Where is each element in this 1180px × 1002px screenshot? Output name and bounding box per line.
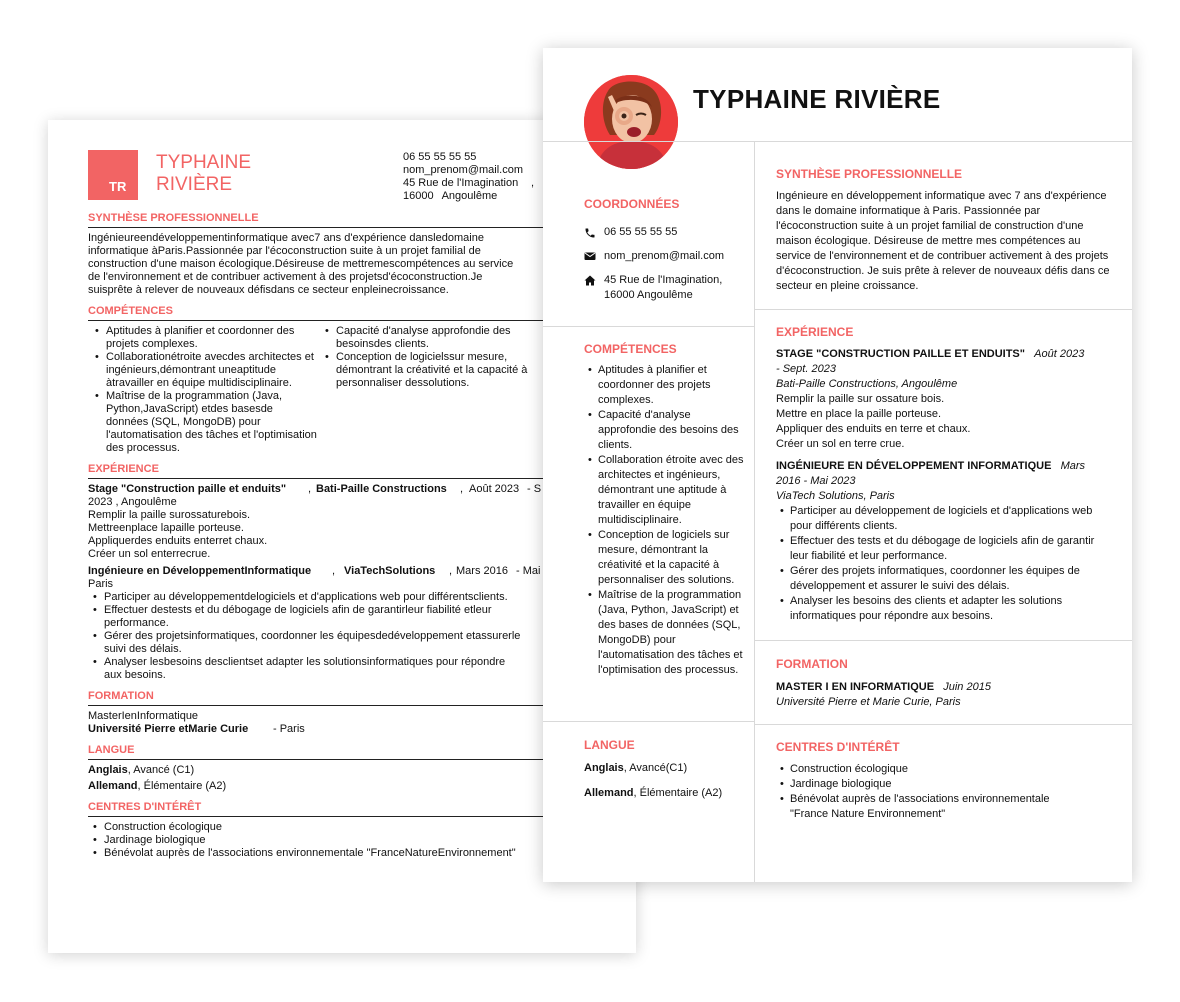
list-item: • Capacité d'analyse approfondie des besoinsdes clients. [336, 325, 538, 351]
candidate-name: TYPHAINE RIVIÈRE [693, 84, 941, 114]
email-text: nom_prenom@mail.com [604, 250, 724, 262]
column-divider [754, 141, 755, 882]
phone-text: 06 55 55 55 55 [403, 151, 477, 163]
email-text: nom_prenom@mail.com [403, 164, 523, 176]
phone-icon [584, 227, 596, 239]
list-item: • Bénévolat auprès de l'associations environnementale "France Nature Environnement" [790, 792, 1086, 822]
list-item: • Construction écologique [104, 821, 523, 834]
divider [543, 326, 754, 327]
job-task-list [776, 504, 1111, 624]
profile-photo [584, 75, 678, 169]
education-heading: FORMATION [88, 690, 543, 706]
phone-text: 06 55 55 55 55 [604, 226, 678, 238]
language-item: Anglais, Avancé(C1) [584, 762, 688, 774]
resume-modern-page [543, 48, 1132, 882]
list-item: • Maîtrise de la programmation (Java, Python, JavaScript) et des bases de données (SQL, MongoDB) pour l'automatisation des tâches et l'optimisation des processus. [598, 588, 749, 678]
list-item: • Bénévolat auprès de l'associations environnementale "FranceNatureEnvironnement" [104, 847, 523, 860]
skills-list-right [318, 325, 538, 455]
list-item: • Jardinage biologique [104, 834, 523, 847]
degree-text: MasterIenInformatique [88, 710, 199, 722]
city-text: 16000 Angoulême [403, 190, 498, 202]
list-item: • Participer au développement de logiciels et d'applications web pour différents clients. [790, 504, 1111, 534]
task-line: Appliquer des enduits en terre et chaux. [776, 423, 971, 435]
job-location: Paris [88, 578, 114, 590]
task-line: Mettreenplace lapaille porteuse. [88, 522, 244, 534]
initials-badge: TR [88, 150, 138, 200]
email-icon [584, 251, 596, 261]
divider [754, 640, 1132, 641]
education-heading: FORMATION [776, 657, 848, 671]
interests-section [776, 740, 1111, 822]
skills-list [584, 363, 749, 678]
school-line: Université Pierre etMarie Curie - Paris [88, 723, 305, 735]
experience-heading: EXPÉRIENCE [88, 463, 543, 479]
resume-body [88, 212, 608, 860]
job-tasks [776, 392, 1111, 452]
list-item: • Participer au développementdelogiciels et d'applications web pour différentsclients. [104, 591, 523, 604]
interests-heading: CENTRES D'INTÉRÊT [776, 740, 900, 754]
contact-heading: COORDONNÉES [584, 197, 680, 211]
address-text: 45 Rue de l'Imagination [403, 177, 519, 189]
skills-heading: COMPÉTENCES [584, 342, 677, 356]
list-item: • Effectuer des tests et du débogage de logiciels afin de garantir leur fiabilité et leur performance. [790, 534, 1111, 564]
list-item: • Gérer des projets informatiques, coordonner les équipes de développement et assurer le suivi des délais. [790, 564, 1111, 594]
list-item: • Collaboration étroite avec des architectes et ingénieurs, démontrant une aptitude à travailler en équipe multidisciplinaire. [598, 453, 749, 528]
list-item: • Analyser les besoins des clients et adapter les solutions informatiques pour répondre aux besoins. [790, 594, 1111, 624]
list-item: • Analyser lesbesoins desclientset adapter les solutionsinformatiques pour répondre aux besoins. [104, 656, 523, 682]
candidate-name: TYPHAINE RIVIÈRE [156, 152, 252, 195]
list-item: • Gérer des projetsinformatiques, coordonner les équipesdedéveloppement etassurerle suivi des délais. [104, 630, 523, 656]
job-header: STAGE "CONSTRUCTION PAILLE ET ENDUITS" Août 2023 - Sept. 2023 [776, 348, 1085, 375]
list-item: • Construction écologique [790, 762, 1086, 777]
job-company: Bati-Paille Constructions, Angoulême [776, 378, 958, 390]
skills-section [584, 342, 754, 678]
experience-section [776, 325, 1111, 624]
divider [754, 309, 1132, 310]
list-item: • Jardinage biologique [790, 777, 1086, 792]
job-header: Ingénieure en DéveloppementInformatique , ViaTechSolutions , Mars 2016 - Mai [88, 565, 541, 577]
list-item: • Capacité d'analyse approfondie des besoins des clients. [598, 408, 749, 453]
divider [754, 724, 1132, 725]
phone-row [584, 225, 754, 240]
experience-heading: EXPÉRIENCE [776, 325, 854, 339]
address-row [584, 273, 754, 303]
education-section [776, 657, 1111, 710]
list-item: • Aptitudes à planifier et coordonner des projets complexes. [106, 325, 318, 351]
skills-list-left [88, 325, 318, 455]
task-line: Remplir la paille sur ossature bois. [776, 393, 945, 405]
list-item: • Aptitudes à planifier et coordonner des projets complexes. [598, 363, 749, 408]
task-line: Créer un sol enterrecrue. [88, 548, 211, 560]
summary-heading: SYNTHÈSE PROFESSIONNELLE [88, 212, 543, 228]
language-item: Allemand, Élémentaire (A2) [88, 780, 227, 792]
language-item: Anglais, Avancé (C1) [88, 764, 195, 776]
summary-text: Ingénieure en développement informatique avec 7 ans d'expérience dans le domaine informatique à Paris. Passionnée par l'écoconstruction suite à un projet familial de construction d'une maison écologique. Désireuse de mettre mes compétences au service de l'environnement et de contribuer activement à des projets d'écoconstruction. Je suis prête à relever de nouveaux défis dans ce secteur en pleine croissance. [776, 190, 1110, 292]
language-heading: LANGUE [88, 744, 543, 760]
list-item: • Conception de logiciels sur mesure, démontrant la créativité et la capacité à personnaliser des solutions. [598, 528, 749, 588]
task-line: Mettre en place la paille porteuse. [776, 408, 942, 420]
job-task-list [88, 591, 523, 682]
home-icon [584, 275, 596, 286]
email-row [584, 249, 754, 264]
language-section [584, 738, 754, 801]
skills-heading: COMPÉTENCES [88, 305, 543, 321]
list-item: • Conception de logicielssur mesure, démontrant la créativité et la capacité à personnaliser dessolutions. [336, 351, 538, 390]
list-item: • Effectuer destests et du débogage de logiciels afin de garantirleur fiabilité etleur performance. [104, 604, 523, 630]
language-heading: LANGUE [584, 738, 635, 752]
summary-text: Ingénieureendéveloppementinformatique avec7 ans d'expérience dansledomaine informatique àParis.Passionnée par l'écoconstruction suite à un projet familial de construction d'une maison écologique.Désireuse de mettremescompétences au service de l'environnement et de contribuer activement à des projetsd'écoconstruction.Je suisprête à relever de nouveaux défisdans ce secteur enpleinecroissance. [88, 232, 514, 296]
address-line1: 45 Rue de l'Imagination, [604, 274, 723, 286]
summary-section [776, 167, 1111, 294]
list-item: • Collaborationétroite avecdes architectes et ingénieurs,démontrant uneaptitude àtravailler en équipe multidisciplinaire. [106, 351, 318, 390]
language-item: Allemand, Élémentaire (A2) [584, 787, 723, 799]
divider [543, 141, 1132, 142]
job-header: INGÉNIEURE EN DÉVELOPPEMENT INFORMATIQUE Mars 2016 - Mai 2023 [776, 460, 1086, 487]
degree-line: MASTER I EN INFORMATIQUE Juin 2015 [776, 681, 991, 693]
interests-list [776, 762, 1086, 822]
job-tasks [88, 509, 608, 561]
profile-photo-illustration [584, 75, 678, 169]
address-line2: 16000 Angoulême [604, 289, 693, 301]
job-dates-location: 2023 , Angoulême [88, 496, 177, 508]
task-line: Appliquerdes enduits enterret chaux. [88, 535, 268, 547]
summary-heading: SYNTHÈSE PROFESSIONNELLE [776, 167, 963, 181]
task-line: Créer un sol en terre crue. [776, 438, 905, 450]
task-line: Remplir la paille surossaturebois. [88, 509, 251, 521]
job-company: ViaTech Solutions, Paris [776, 490, 895, 502]
contact-block: 06 55 55 55 55 nom_prenom@mail.com 45 Rue de l'Imagination , 16000 Angoulême [403, 151, 535, 202]
job-header: Stage "Construction paille et enduits" , Bati-Paille Constructions , Août 2023 - S [88, 483, 542, 495]
resume-header [88, 150, 548, 200]
list-item: • Maîtrise de la programmation (Java, Python,JavaScript) etdes basesde données (SQL, MongoDB) pour l'automatisation des tâches et l'optimisation des processus. [106, 390, 318, 455]
divider [543, 721, 754, 722]
school-text: Université Pierre et Marie Curie, Paris [776, 696, 961, 708]
contact-section [584, 197, 754, 303]
skills-columns [88, 325, 548, 455]
interests-list [88, 821, 523, 860]
interests-heading: CENTRES D'INTÉRÊT [88, 801, 543, 817]
